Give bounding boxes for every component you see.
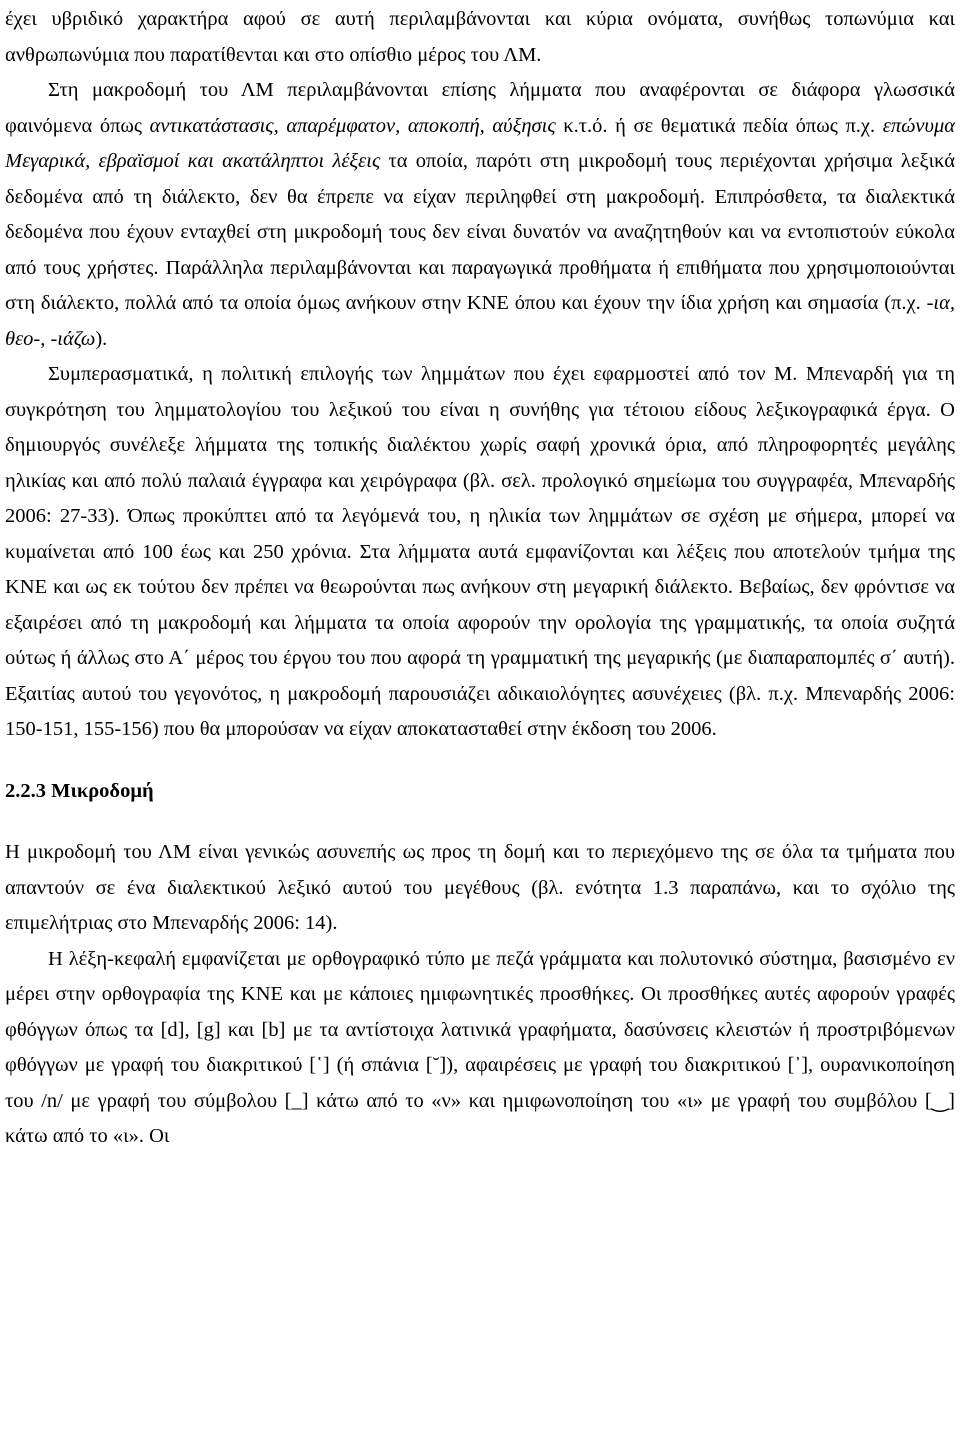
paragraph-1-text-2: Στη μακροδομή του ΛΜ περιλαμβάνονται επίσης λήμματα που αναφέρονται σε διάφορα γλωσσικά φαινόμενα όπως — [5, 79, 955, 137]
paragraph-4: Η λέξη-κεφαλή εμφανίζεται με ορθογραφικό τύπο με πεζά γράμματα και πολυτονικό σύστημα, βασισμένο εν μέρει στην ορθογραφία της ΚΝΕ και με κάποιες ημιφωνητικές προσθήκες. Οι προσθήκες αυτές αφορούν γραφές φθόγγων όπως τα [d], [g] και [b] με τα αντίστοιχα λατινικά γραφήματα, δασύνσεις κλειστών ή προστριβόμενων φθόγγων με γραφή του διακριτικού [῾] (ή σπάνια [˘]), αφαιρέσεις με γραφή του διακριτικού [᾿], ουρανικοποίηση του /n/ με γραφή του σύμβολου [_] κάτω από το «ν» και ημιφωνοποίηση του «ι» με γραφή του συμβόλου [‿] κάτω από το «ι». Οι — [5, 947, 955, 1147]
paragraph-1-text-5: ). — [95, 327, 108, 350]
paragraph-1-text-1: έχει υβριδικό χαρακτήρα αφού σε αυτή περιλαμβάνονται και κύρια ονόματα, συνήθως τοπωνύμια και ανθρωπωνύμια που παρατίθενται και στο οπίσθιο μέρος του ΛΜ. — [5, 8, 955, 66]
paragraph-1-text-3: κ.τ.ό. ή σε θεματικά πεδία όπως π.χ. — [555, 114, 883, 137]
paragraph-1 — [5, 2, 955, 357]
paragraph-1-italic-3: -ια, θεο-, -ιάζω — [5, 292, 955, 350]
paragraph-1-text-4: τα οποία, παρότι στη μικροδομή τους περιέχονται χρήσιμα λεξικά δεδομένα από τη διάλεκτο, δεν θα έπρεπε να είχαν περιληφθεί στη μακροδομή. Επιπρόσθετα, τα διαλεκτικά δεδομένα που έχουν ενταχθεί στη μικροδομή τους δεν είναι δυνατόν να αναζητηθούν και να εντοπιστούν εύκολα από τους χρήστες. Παράλληλα περιλαμβάνονται και παραγωγικά προθήματα ή επιθήματα που χρησιμοποιούνται στη διάλεκτο, πολλά από τα οποία όμως ανήκουν στην ΚΝΕ όπου και έχουν την ίδια χρήση και σημασία (π.χ. — [5, 150, 955, 314]
paragraph-2: Συμπερασματικά, η πολιτική επιλογής των λημμάτων που έχει εφαρμοστεί από τον Μ. Μπεναρδή για τη συγκρότηση του λημματολογίου του λεξικού του είναι η συνήθης για τέτοιου είδους λεξικογραφικά έργα. Ο δημιουργός συνέλεξε λήμματα της τοπικής διαλέκτου χωρίς σαφή χρονικά όρια, από πληροφορητές μεγάλης ηλικίας και από πολύ παλαιά έγγραφα και χειρόγραφα (βλ. σελ. προλογικό σημείωμα του συγγραφέα, Μπεναρδής 2006: 27-33). Όπως προκύπτει από τα λεγόμενά του, η ηλικία των λημμάτων σε σχέση με σήμερα, μπορεί να κυμαίνεται από 100 έως και 250 χρόνια. Στα λήμματα αυτά εμφανίζονται και λέξεις που αποτελούν τμήμα της ΚΝΕ και ως εκ τούτου δεν πρέπει να θεωρούνται πως ανήκουν στη μεγαρική διάλεκτο. Βεβαίως, δεν φρόντισε να εξαιρέσει από τη μακροδομή και λήμματα τα οποία αφορούν την ορολογία της γραμματικής, τα οποία συζητά ούτως ή άλλως στο Α΄ μέρος του έργου του που αφορά τη γραμματική της μεγαρικής (με διαπαραπομπές σ΄ αυτή). Εξαιτίας αυτού του γεγονότος, η μακροδομή παρουσιάζει αδικαιολόγητες ασυνέχειες (βλ. π.χ. Μπεναρδής 2006: 150-151, 155-156) που θα μπορούσαν να είχαν αποκατασταθεί στην έκδοση του 2006. — [5, 363, 955, 740]
paragraph-3: Η μικροδομή του ΛΜ είναι γενικώς ασυνεπής ως προς τη δομή και το περιεχόμενο της σε όλα τα τμήματα που απαντούν σε ένα διαλεκτικού λεξικό αυτού του μεγέθους (βλ. ενότητα 1.3 παραπάνω, και το σχόλιο της επιμελήτριας στο Μπεναρδής 2006: 14). — [5, 841, 955, 934]
paragraph-1-italic-1: αντικατάστασις, απαρέμφατον, αποκοπή, αύξησις — [149, 114, 556, 137]
paragraph-1-italic-2: επώνυμα Μεγαρικά, εβραϊσμοί και ακατάληπτοι λέξεις — [5, 114, 955, 172]
section-heading: 2.2.3 Μικροδομή — [5, 779, 154, 802]
